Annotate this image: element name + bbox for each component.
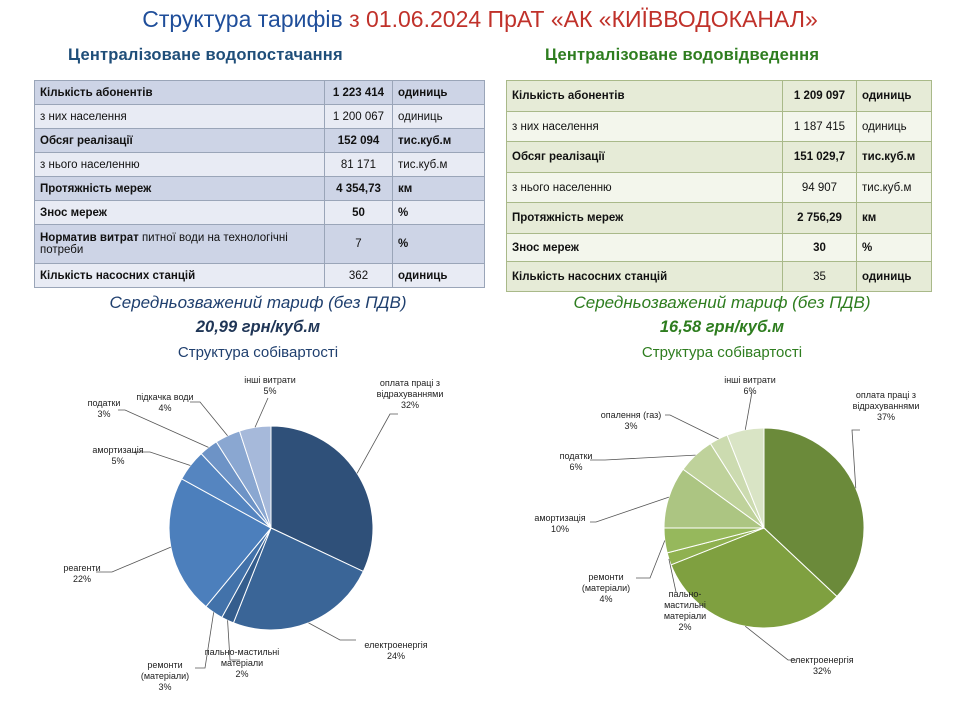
row-value: 1 209 097: [783, 81, 857, 112]
row-unit: одиниць: [393, 81, 485, 105]
slice-label-line: 24%: [386, 651, 406, 661]
leader-line: [118, 410, 208, 447]
row-label: Кількість абонентів: [507, 81, 783, 112]
row-unit: одиниць: [857, 81, 932, 112]
water-section-title: Централізоване водопостачання: [68, 46, 343, 64]
row-unit: %: [857, 234, 932, 262]
row-label: з нього населенню: [507, 173, 783, 203]
row-value: 81 171: [325, 153, 393, 177]
row-value: 1 187 415: [783, 112, 857, 142]
slice-label-line: 5%: [263, 386, 277, 396]
slice-label-line: 2%: [235, 669, 249, 679]
slice-label-line: реагенти: [63, 563, 101, 573]
slice-label-line: 3%: [97, 409, 111, 419]
row-unit: одиниць: [857, 262, 932, 292]
row-label: Кількість абонентів: [35, 81, 325, 105]
slice-label: [560, 451, 593, 472]
slice-label: [601, 410, 662, 431]
slice-label: [790, 655, 853, 676]
row-label: Обсяг реалізації: [35, 129, 325, 153]
title-date-company: з 01.06.2024 ПрАТ «АК «КИЇВВОДОКАНАЛ»: [349, 6, 818, 32]
row-value: 94 907: [783, 173, 857, 203]
row-label: з них населення: [507, 112, 783, 142]
pie-chart-1: [63, 375, 443, 692]
row-value: 1 223 414: [325, 81, 393, 105]
leader-line: [357, 414, 398, 473]
leader-line: [255, 398, 268, 427]
slice-label-line: пально-мастильні: [204, 647, 280, 657]
row-unit: км: [393, 177, 485, 201]
slice-label: [377, 378, 444, 410]
slice-label-line: 10%: [550, 524, 570, 534]
row-unit: тис.куб.м: [393, 153, 485, 177]
slice-label: [664, 589, 706, 632]
row-label: Кількість насосних станцій: [507, 262, 783, 292]
slice-label-line: 3%: [624, 421, 638, 431]
slice-label: [63, 563, 100, 584]
slice-label: [534, 513, 585, 534]
slice-label-line: інші витрати: [244, 375, 296, 385]
slice-label-line: електроенергія: [790, 655, 854, 665]
slice-label-line: амортизація: [534, 513, 586, 523]
row-label: з них населення: [35, 105, 325, 129]
slice-label: [136, 392, 193, 413]
slice-label: [244, 375, 296, 396]
row-label: Норматив витрат питної води на технологічні потреби: [35, 225, 325, 264]
row-unit: км: [857, 203, 932, 234]
row-value: 30: [783, 234, 857, 262]
slice-label-line: оплата праці з: [379, 378, 441, 388]
slice-label-line: податки: [87, 398, 121, 408]
row-unit: одиниць: [393, 264, 485, 288]
slice-label: [205, 647, 280, 679]
slice-label-line: мастильні: [664, 600, 706, 610]
slice-label: [724, 375, 776, 396]
slice-label-line: податки: [559, 451, 593, 461]
slice-label-line: інші витрати: [724, 375, 776, 385]
sewer-tariff-value: 16,58 грн/куб.м: [659, 318, 785, 336]
row-unit: одиниць: [857, 112, 932, 142]
row-label: з нього населенню: [35, 153, 325, 177]
row-label: Знос мереж: [35, 201, 325, 225]
row-value: 152 094: [325, 129, 393, 153]
slice-label-line: матеріали: [220, 658, 264, 668]
slice-label-line: (матеріали): [581, 583, 631, 593]
row-value: 362: [325, 264, 393, 288]
slice-label-line: ремонти: [147, 660, 183, 670]
leader-line: [745, 392, 752, 430]
slice-label-line: 2%: [678, 622, 692, 632]
row-unit: %: [393, 201, 485, 225]
slice-label-line: (матеріали): [140, 671, 190, 681]
row-label: Протяжність мереж: [35, 177, 325, 201]
leader-line: [665, 415, 719, 439]
title-main: Структура тарифів: [142, 6, 350, 32]
leader-line: [195, 612, 214, 668]
row-value: 4 354,73: [325, 177, 393, 201]
row-unit: тис.куб.м: [393, 129, 485, 153]
slice-label: [92, 445, 143, 466]
row-unit: %: [393, 225, 485, 264]
slice-label: [364, 640, 427, 661]
slice-label-line: пально-: [668, 589, 702, 599]
water-tariff-value: 20,99 грн/куб.м: [195, 318, 321, 336]
water-structure-label: Структура собівартості: [177, 344, 339, 361]
leader-line: [96, 547, 171, 572]
slice-label-line: опалення (газ): [600, 410, 662, 420]
slice-label-line: 32%: [400, 400, 420, 410]
row-unit: одиниць: [393, 105, 485, 129]
slice-label-line: матеріали: [663, 611, 707, 621]
row-label: Протяжність мереж: [507, 203, 783, 234]
leader-line: [745, 626, 796, 660]
slice-label-line: 4%: [158, 403, 172, 413]
row-label: Кількість насосних станцій: [35, 264, 325, 288]
row-value: 7: [325, 225, 393, 264]
slice-label-line: 22%: [72, 574, 92, 584]
slice-label-line: ремонти: [588, 572, 624, 582]
row-value: 1 200 067: [325, 105, 393, 129]
slice-label-line: відрахуваннями: [376, 389, 444, 399]
pie-chart-2: [534, 375, 919, 676]
slice-label: [582, 572, 630, 604]
row-label: Обсяг реалізації: [507, 142, 783, 173]
leader-line: [636, 541, 665, 578]
water-tariff-label: Середньозважений тариф (без ПДВ): [109, 293, 407, 312]
slice-label-line: 32%: [812, 666, 832, 676]
leader-line: [309, 623, 356, 640]
leader-line: [190, 402, 228, 436]
row-unit: тис.куб.м: [857, 173, 932, 203]
slice-label: [853, 390, 920, 422]
row-value: 50: [325, 201, 393, 225]
sewer-tariff-label: Середньозважений тариф (без ПДВ): [573, 293, 871, 312]
slice-label-line: 6%: [569, 462, 583, 472]
slice-label-line: оплата праці з: [855, 390, 917, 400]
row-value: 151 029,7: [783, 142, 857, 173]
slice-label-line: підкачка води: [136, 392, 194, 402]
slice-label: [88, 398, 121, 419]
row-label: Знос мереж: [507, 234, 783, 262]
slice-label-line: відрахуваннями: [852, 401, 920, 411]
slice-label-line: електроенергія: [364, 640, 428, 650]
leader-line: [590, 455, 696, 460]
row-unit: тис.куб.м: [857, 142, 932, 173]
slice-label: [141, 660, 189, 692]
slice-label-line: амортизація: [92, 445, 144, 455]
row-value: 35: [783, 262, 857, 292]
slice-label-line: 37%: [876, 412, 896, 422]
leader-line: [590, 497, 669, 522]
slice-label-line: 4%: [599, 594, 613, 604]
sewer-structure-label: Структура собівартості: [641, 344, 803, 361]
sewer-section-title: Централізоване водовідведення: [545, 46, 820, 64]
slice-label-line: 5%: [111, 456, 125, 466]
leader-line: [852, 430, 860, 488]
slice-label-line: 6%: [743, 386, 757, 396]
slice-label-line: 3%: [158, 682, 172, 692]
row-value: 2 756,29: [783, 203, 857, 234]
